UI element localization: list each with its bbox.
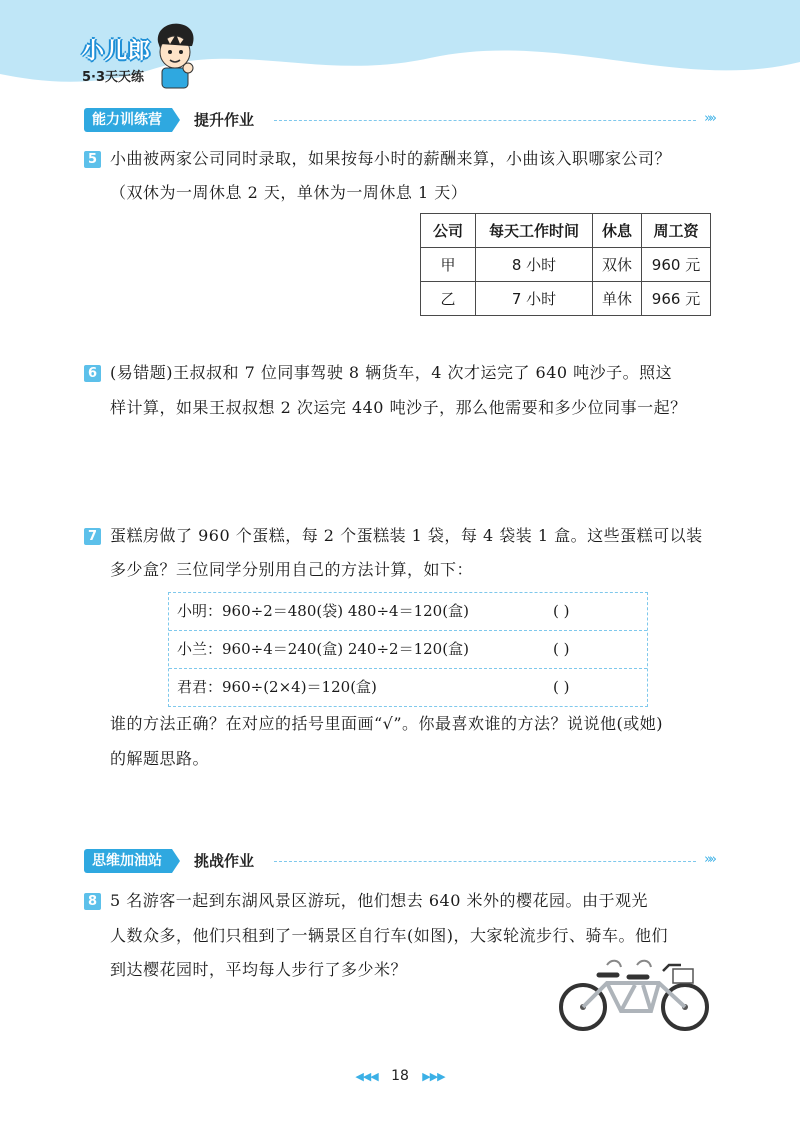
table-header: 周工资 (642, 214, 711, 248)
tandem-bicycle-icon (555, 955, 715, 1035)
section-divider (274, 120, 696, 121)
table-cell: 966 元 (642, 282, 711, 316)
section-title: 提升作业 (192, 108, 260, 132)
question-5-line-2: （双休为一周休息 2 天，单休为一周休息 1 天） (110, 183, 468, 202)
method-row (169, 593, 647, 631)
question-number: 8 (84, 893, 101, 910)
answer-parentheses[interactable]: ( ) (553, 602, 570, 620)
question-7-line-3: 谁的方法正确？在对应的括号里面画“√”。你最喜欢谁的方法？说说他(或她) (110, 714, 664, 733)
methods-box (168, 592, 648, 707)
section-title: 挑战作业 (192, 849, 260, 873)
answer-parentheses[interactable]: ( ) (553, 640, 570, 658)
triple-chevron-right-icon: ▶▶▶ (422, 1070, 445, 1083)
section-badge: 思维加油站 (84, 849, 172, 873)
brand-subtitle: 5·3天天练 (82, 70, 145, 85)
question-7-line-2: 多少盒？三位同学分别用自己的方法计算，如下： (110, 560, 474, 579)
table-cell: 960 元 (642, 248, 711, 282)
double-chevron-right-icon: »» (704, 111, 714, 126)
brand-logo (82, 34, 151, 85)
table-cell: 双休 (593, 248, 642, 282)
page-number: 18 (391, 1068, 409, 1084)
question-6-line-2: 样计算，如果王叔叔想 2 次运完 440 吨沙子，那么他需要和多少位同事一起？ (110, 398, 687, 417)
method-row (169, 631, 647, 669)
table-cell: 乙 (421, 282, 476, 316)
table-cell: 7 小时 (476, 282, 593, 316)
table-row (421, 282, 711, 316)
section-divider (274, 861, 696, 862)
method-text: 小明：960÷2＝480(袋) 480÷4＝120(盒) (177, 602, 469, 620)
question-5-line-1: 小曲被两家公司同时录取，如果按每小时的薪酬来算，小曲该入职哪家公司？ (110, 149, 672, 168)
question-8-line-3: 到达樱花园时，平均每人步行了多少米？ (110, 960, 408, 979)
section-badge: 能力训练营 (84, 108, 172, 132)
question-8-line-1: 5 名游客一起到东湖风景区游玩，他们想去 640 米外的樱花园。由于观光 (110, 891, 648, 910)
double-chevron-right-icon: »» (704, 852, 714, 867)
page-footer (0, 1068, 800, 1084)
method-text: 君君：960÷(2×4)＝120(盒) (177, 678, 377, 696)
triple-chevron-left-icon: ◀◀◀ (355, 1070, 378, 1083)
method-row (169, 669, 647, 706)
question-8-line-2: 人数众多，他们只租到了一辆景区自行车(如图)，大家轮流步行、骑车。他们 (110, 926, 668, 945)
table-header: 每天工作时间 (476, 214, 593, 248)
table-header-row (421, 214, 711, 248)
table-header: 公司 (421, 214, 476, 248)
table-cell: 甲 (421, 248, 476, 282)
section-header-challenge (84, 849, 714, 875)
question-7-line-4: 的解题思路。 (110, 749, 210, 768)
brand-name: 小儿郎 (82, 39, 152, 64)
mascot-boy-icon (152, 22, 198, 90)
table-cell: 8 小时 (476, 248, 593, 282)
question-number: 7 (84, 528, 101, 545)
question-number: 5 (84, 151, 101, 168)
question-number: 6 (84, 365, 101, 382)
method-text: 小兰：960÷4＝240(盒) 240÷2＝120(盒) (177, 640, 469, 658)
table-row (421, 248, 711, 282)
table-cell: 单休 (593, 282, 642, 316)
table-header: 休息 (593, 214, 642, 248)
question-7-line-1: 蛋糕房做了 960 个蛋糕，每 2 个蛋糕装 1 袋，每 4 袋装 1 盒。这些蛋糕可以装 (110, 526, 703, 545)
question-6-line-1: (易错题)王叔叔和 7 位同事驾驶 8 辆货车，4 次才运完了 640 吨沙子。照这 (110, 363, 673, 382)
answer-parentheses[interactable]: ( ) (553, 678, 570, 696)
section-header-training (84, 108, 714, 134)
salary-table (420, 213, 711, 316)
